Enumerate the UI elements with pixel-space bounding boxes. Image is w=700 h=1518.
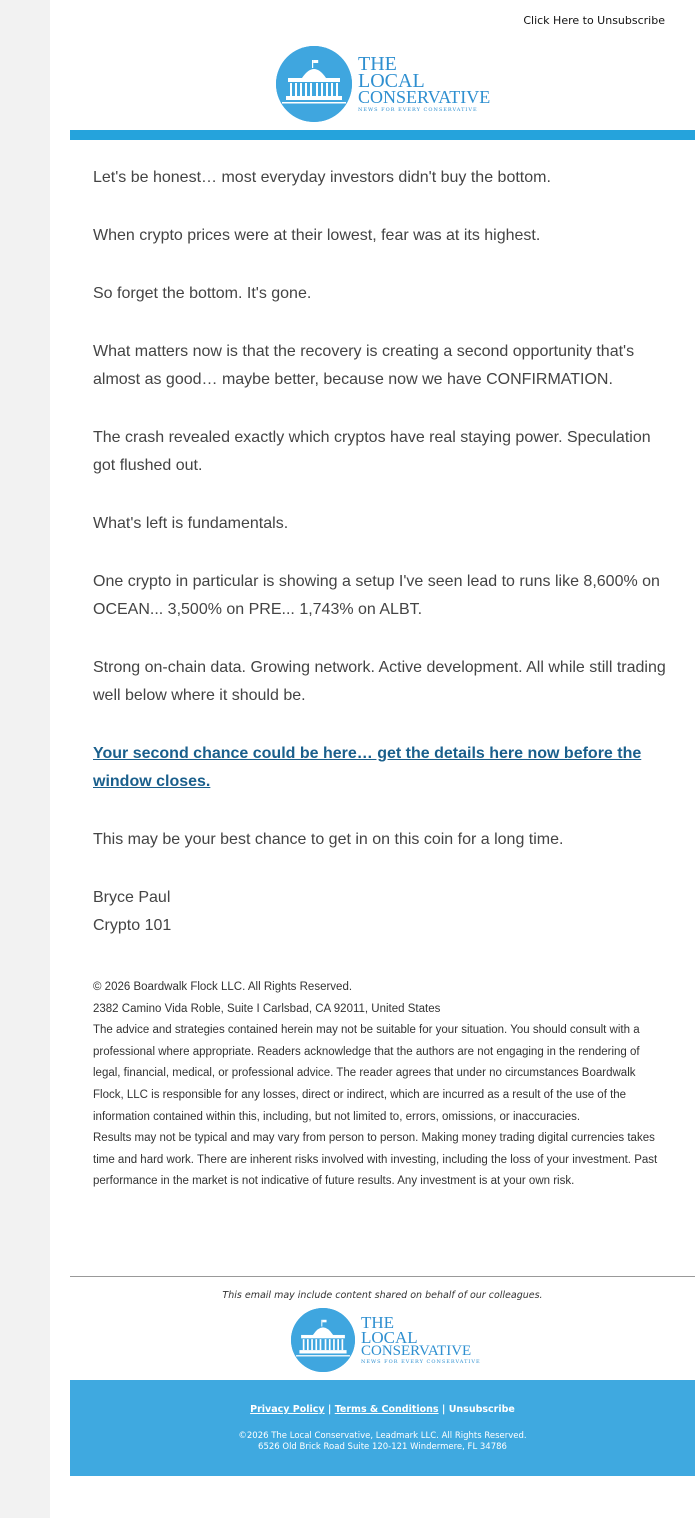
body-paragraph: One crypto in particular is showing a setup I've seen lead to runs like 8,600% on OCEAN... 3,500% on PRE... 1,743% on ALBT.: [93, 573, 660, 618]
legal-copyright: © 2026 Boardwalk Flock LLC. All Rights Reserved.: [93, 981, 353, 993]
legal-address: 2382 Camino Vida Roble, Suite I Carlsbad, CA 92011, United States: [93, 1002, 441, 1015]
legal-block: [93, 977, 668, 1193]
footer-copyright-block: [70, 1431, 695, 1453]
privacy-policy-link[interactable]: Privacy Policy: [250, 1404, 325, 1415]
unsubscribe-link-top[interactable]: Click Here to Unsubscribe: [523, 14, 665, 27]
brand-tagline: NEWS FOR EVERY CONSERVATIVE: [361, 1358, 481, 1365]
footer-links: [70, 1404, 695, 1415]
legal-disclaimer: Results may not be typical and may vary from person to person. Making money trading digital currencies takes time and hard work. There are inherent risks involved with investing, including the loss of your investment. Past performance in the market is not indicative of future results. Any investment is at your own risk.: [93, 1132, 658, 1188]
body-paragraph: The crash revealed exactly which cryptos have real staying power. Speculation got flushed out.: [93, 429, 651, 474]
brand-line-3: CONSERVATIVE: [361, 1342, 472, 1359]
link-separator: |: [327, 1404, 332, 1415]
share-note: This email may include content shared on behalf of our colleagues.: [222, 1290, 543, 1301]
brand-line-2: LOCAL: [358, 70, 425, 93]
body-paragraph: Strong on-chain data. Growing network. Active development. All while still trading well below where it should be.: [93, 659, 666, 704]
brand-line-3: CONSERVATIVE: [358, 87, 491, 108]
capitol-badge-icon: [291, 1308, 355, 1372]
unsubscribe-link[interactable]: Unsubscribe: [448, 1404, 515, 1415]
footer-address: 6526 Old Brick Road Suite 120-121 Windermere, FL 34786: [258, 1442, 507, 1452]
signature-org: Crypto 101: [93, 917, 172, 934]
body-paragraph: Let's be honest… most everyday investors didn't buy the bottom.: [93, 169, 551, 186]
body-paragraph: So forget the bottom. It's gone.: [93, 285, 312, 302]
brand-wordmark: [361, 1313, 481, 1365]
footer-copyright: ©2026 The Local Conservative, Leadmark LLC. All Rights Reserved.: [238, 1431, 527, 1441]
signature-name: Bryce Paul: [93, 889, 171, 906]
brand-tagline: NEWS FOR EVERY CONSERVATIVE: [358, 106, 478, 113]
footer-bar: [70, 1380, 695, 1476]
brand-line-2: LOCAL: [361, 1327, 418, 1347]
email-body: [93, 164, 673, 940]
capitol-badge-icon: [276, 46, 352, 122]
body-paragraph: When crypto prices were at their lowest, fear was at its highest.: [93, 227, 541, 244]
body-paragraph: What's left is fundamentals.: [93, 515, 289, 532]
footer-brand-logo: [291, 1308, 481, 1372]
terms-link[interactable]: Terms & Conditions: [334, 1404, 439, 1415]
cta-paragraph: [93, 740, 673, 796]
legal-disclaimer: The advice and strategies contained herein may not be suitable for your situation. You should consult with a professional where appropriate. Readers acknowledge that the authors are not engaging in the rendering of legal, financial, medical, or professional advice. The reader agrees that under no circumstances Boardwalk Flock, LLC is responsible for any losses, direct or indirect, which are incurred as a result of the use of the information contained within this, including, but not limited to, errors, omissions, or inaccuracies.: [93, 1024, 640, 1123]
body-paragraph: What matters now is that the recovery is creating a second opportunity that's almost as good… maybe better, because now we have CONFIRMATION.: [93, 343, 635, 388]
left-gutter: [0, 0, 50, 1518]
brand-wordmark: [358, 53, 491, 113]
link-separator: |: [441, 1404, 446, 1415]
cta-link[interactable]: Your second chance could be here… get the details here now before the window closes.: [93, 745, 642, 790]
brand-line-1: THE: [361, 1313, 395, 1333]
header-accent-bar: [70, 130, 695, 140]
closing-paragraph: This may be your best chance to get in on this coin for a long time.: [93, 831, 564, 848]
brand-logo: [276, 46, 490, 122]
brand-line-1: THE: [358, 53, 397, 76]
footer-divider: [70, 1276, 695, 1277]
